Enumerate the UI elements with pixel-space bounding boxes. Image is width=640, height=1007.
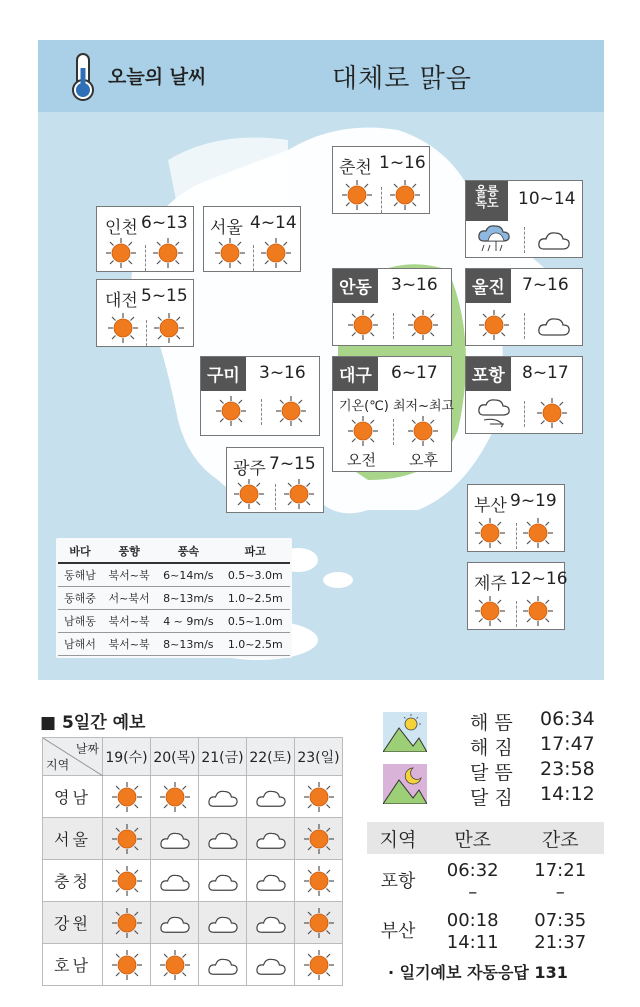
cloud-icon: [158, 910, 192, 936]
marine-cell: 1.0~2.5m: [221, 587, 290, 610]
city-temp: 5~15: [141, 286, 188, 306]
sun-icon: [159, 949, 191, 981]
forecast-cell: [151, 818, 199, 860]
city-card-chuncheon: [332, 146, 430, 214]
marine-cell: 동해남: [58, 563, 102, 587]
city-card-daejeon: [96, 279, 194, 347]
moonrise-label: 달 뜸: [470, 762, 513, 784]
sun-icon: [341, 179, 373, 211]
sun-icon: [111, 823, 143, 855]
city-temp: 4~14: [250, 213, 297, 233]
cloud-icon: [254, 784, 288, 810]
tide-value: –: [468, 882, 478, 903]
marine-cell: 북서~북: [102, 563, 156, 587]
cloud-icon: [158, 826, 192, 852]
rain-icon: [476, 223, 514, 255]
city-card-jeju: [467, 562, 568, 630]
pm-label: 오후: [409, 451, 438, 469]
forecast-row: [43, 776, 343, 818]
city-temp: 8~17: [522, 363, 569, 383]
forecast-cell: [295, 818, 343, 860]
sun-icon: [303, 865, 335, 897]
sun-icon: [303, 823, 335, 855]
thermometer-icon: [68, 52, 98, 102]
marine-header: 파고: [221, 540, 290, 563]
city-card-ulleung: [465, 180, 583, 258]
tide-region: 부산: [380, 921, 416, 942]
city-temp: 7~15: [269, 454, 316, 474]
city-card-daegu: [332, 356, 455, 472]
sunrise-label: 해 뜸: [470, 712, 513, 734]
city-temp: 1~16: [379, 153, 426, 173]
cloud-icon: [206, 826, 240, 852]
forecast-cell: [295, 944, 343, 986]
sun-icon: [107, 312, 139, 344]
tide-value: 17:21: [534, 860, 587, 881]
cloud-icon: [536, 311, 572, 339]
marine-row: [58, 633, 290, 656]
marine-header: 풍속: [156, 540, 220, 563]
marine-cell: 남해서: [58, 633, 102, 656]
city-temp: 3~16: [391, 275, 438, 295]
sun-icon: [111, 949, 143, 981]
city-name: 인천: [105, 218, 138, 238]
city-temp: 3~16: [259, 363, 306, 383]
sun-icon: [111, 781, 143, 813]
cloud-icon: [254, 868, 288, 894]
sun-icon: [474, 595, 506, 627]
marine-cell: 8~13m/s: [156, 633, 220, 656]
sunset-time: 17:47: [540, 733, 595, 755]
marine-cell: 북서~북: [102, 633, 156, 656]
forecast-cell: [295, 902, 343, 944]
sun-icon: [111, 865, 143, 897]
forecast-table: [42, 737, 343, 986]
tide-value: 06:32: [446, 860, 499, 881]
city-badge: 구미: [201, 357, 246, 391]
marine-cell: 4 ~ 9m/s: [156, 610, 220, 633]
forecast-cell: [103, 776, 151, 818]
sun-icon: [303, 949, 335, 981]
tide-row-busan: [367, 904, 604, 954]
forecast-cell: [151, 902, 199, 944]
sun-icon: [275, 395, 307, 427]
sun-icon: [111, 907, 143, 939]
marine-cell: 1.0~2.5m: [221, 633, 290, 656]
forecast-cell: [247, 944, 295, 986]
tide-header: 지역: [367, 822, 429, 854]
marine-cell: 북서~북: [102, 610, 156, 633]
marine-row: [58, 563, 290, 587]
sun-icon: [389, 179, 421, 211]
forecast-cell: [199, 776, 247, 818]
city-badge: 울진: [466, 269, 511, 303]
forecast-region: 호남: [43, 944, 103, 986]
forecast-cell: [247, 902, 295, 944]
forecast-region: 영남: [43, 776, 103, 818]
marine-header: 풍향: [102, 540, 156, 563]
city-temp: 10~14: [518, 189, 576, 209]
forecast-day: 21(금): [199, 738, 247, 776]
sun-icon: [153, 312, 185, 344]
forecast-row: [43, 944, 343, 986]
tide-table: [367, 822, 604, 954]
city-badge: 울릉 독도: [466, 181, 508, 221]
forecast-cell: [199, 860, 247, 902]
tide-region: 포항: [380, 871, 416, 892]
forecast-corner: [43, 738, 103, 776]
corner-region-label: 지역: [46, 758, 70, 772]
tide-row-pohang: [367, 854, 604, 904]
forecast-cell: [103, 944, 151, 986]
forecast-cell: [295, 776, 343, 818]
city-temp: 6~13: [141, 213, 188, 233]
marine-cell: 남해동: [58, 610, 102, 633]
marine-header: 바다: [58, 540, 102, 563]
forecast-cell: [295, 860, 343, 902]
sun-icon: [260, 237, 292, 269]
city-card-gumi: [200, 356, 320, 436]
marine-table-panel: [56, 538, 292, 658]
forecast-day: 19(수): [103, 738, 151, 776]
forecast-row: [43, 860, 343, 902]
tide-header: 간조: [516, 822, 604, 854]
sun-icon: [347, 415, 379, 447]
footer-phone: · 일기예보 자동응답 131: [388, 963, 568, 982]
sunset-label: 해 짐: [470, 737, 513, 759]
forecast-row: [43, 902, 343, 944]
forecast-cell: [103, 902, 151, 944]
city-card-pohang: [465, 356, 583, 434]
city-card-seoul: [203, 206, 301, 272]
cloud-icon: [254, 826, 288, 852]
sun-icon: [347, 309, 379, 341]
forecast-region: 서울: [43, 818, 103, 860]
forecast-day: 22(토): [247, 738, 295, 776]
moonset-time: 14:12: [540, 783, 595, 805]
sun-icon: [474, 517, 506, 549]
marine-table: [58, 540, 290, 656]
city-card-andong: [332, 268, 452, 346]
moonrise-time: 23:58: [540, 758, 595, 780]
forecast-day: 23(일): [295, 738, 343, 776]
marine-cell: 서~북서: [102, 587, 156, 610]
marine-row: [58, 610, 290, 633]
city-name: 춘천: [339, 158, 372, 178]
sunrise-icon: [383, 712, 427, 752]
city-temp: 12~16: [510, 569, 568, 589]
forecast-cell: [199, 902, 247, 944]
city-badge: 대구: [333, 357, 378, 391]
cloud-icon: [536, 225, 572, 253]
tide-header: 만조: [429, 822, 517, 854]
forecast-region: 강원: [43, 902, 103, 944]
marine-cell: 6~14m/s: [156, 563, 220, 587]
sun-icon: [536, 397, 568, 429]
forecast-day: 20(목): [151, 738, 199, 776]
city-temp: 7~16: [522, 275, 569, 295]
sun-icon: [478, 309, 510, 341]
sun-icon: [283, 478, 315, 510]
city-card-busan: [467, 484, 565, 552]
forecast-title: ■ 5일간 예보: [40, 713, 146, 733]
city-name: 대전: [105, 291, 138, 311]
moonrise-icon: [383, 764, 427, 804]
marine-cell: 0.5~1.0m: [221, 610, 290, 633]
forecast-region: 충청: [43, 860, 103, 902]
city-name: 서울: [210, 218, 243, 238]
city-card-incheon: [96, 206, 194, 272]
marine-cell: 0.5~3.0m: [221, 563, 290, 587]
cloud-icon: [206, 784, 240, 810]
forecast-cell: [247, 860, 295, 902]
city-name: 부산: [474, 496, 507, 516]
city-name: 광주: [233, 459, 266, 479]
city-temp: 9~19: [510, 491, 557, 511]
city-badge: 포항: [466, 357, 511, 391]
forecast-cell: [199, 818, 247, 860]
forecast-cell: [103, 818, 151, 860]
sun-icon: [215, 395, 247, 427]
sun-icon: [522, 595, 554, 627]
cloud-icon: [206, 868, 240, 894]
marine-cell: 동해중: [58, 587, 102, 610]
cloud-icon: [206, 910, 240, 936]
sun-icon: [407, 309, 439, 341]
marine-row: [58, 587, 290, 610]
cloud-icon: [158, 868, 192, 894]
marine-cell: 8~13m/s: [156, 587, 220, 610]
tide-value: 00:18: [446, 910, 499, 931]
forecast-cell: [103, 860, 151, 902]
tide-value: –: [555, 882, 565, 903]
tide-value: 21:37: [534, 932, 587, 953]
cloud-icon: [206, 952, 240, 978]
forecast-cell: [247, 818, 295, 860]
am-label: 오전: [347, 451, 376, 469]
forecast-cell: [151, 860, 199, 902]
city-card-gwangju: [226, 447, 324, 513]
sun-icon: [522, 517, 554, 549]
page-title: 오늘의 날씨: [108, 66, 207, 88]
sun-icon: [233, 478, 265, 510]
sun-icon: [407, 415, 439, 447]
sun-icon: [214, 237, 246, 269]
cloud-icon: [254, 952, 288, 978]
forecast-cell: [247, 776, 295, 818]
temp-legend: 기온(℃) 최저~최고: [339, 399, 455, 414]
city-card-uljin: [465, 268, 583, 346]
tide-value: 07:35: [534, 910, 587, 931]
forecast-row: [43, 818, 343, 860]
sun-icon: [303, 781, 335, 813]
sun-icon: [152, 237, 184, 269]
forecast-cell: [151, 776, 199, 818]
sun-icon: [303, 907, 335, 939]
forecast-cell: [199, 944, 247, 986]
cloud-icon: [254, 910, 288, 936]
moonset-label: 달 짐: [470, 787, 513, 809]
sun-icon: [159, 781, 191, 813]
city-temp: 6~17: [391, 363, 438, 383]
corner-date-label: 날짜: [75, 742, 99, 756]
tide-value: 14:11: [446, 932, 499, 953]
city-name: 제주: [474, 574, 507, 594]
cloud-wind-icon: [476, 397, 514, 429]
sun-icon: [105, 237, 137, 269]
forecast-cell: [151, 944, 199, 986]
sunrise-time: 06:34: [540, 708, 595, 730]
weather-condition: 대체로 맑음: [332, 64, 472, 94]
city-badge: 안동: [333, 269, 378, 303]
